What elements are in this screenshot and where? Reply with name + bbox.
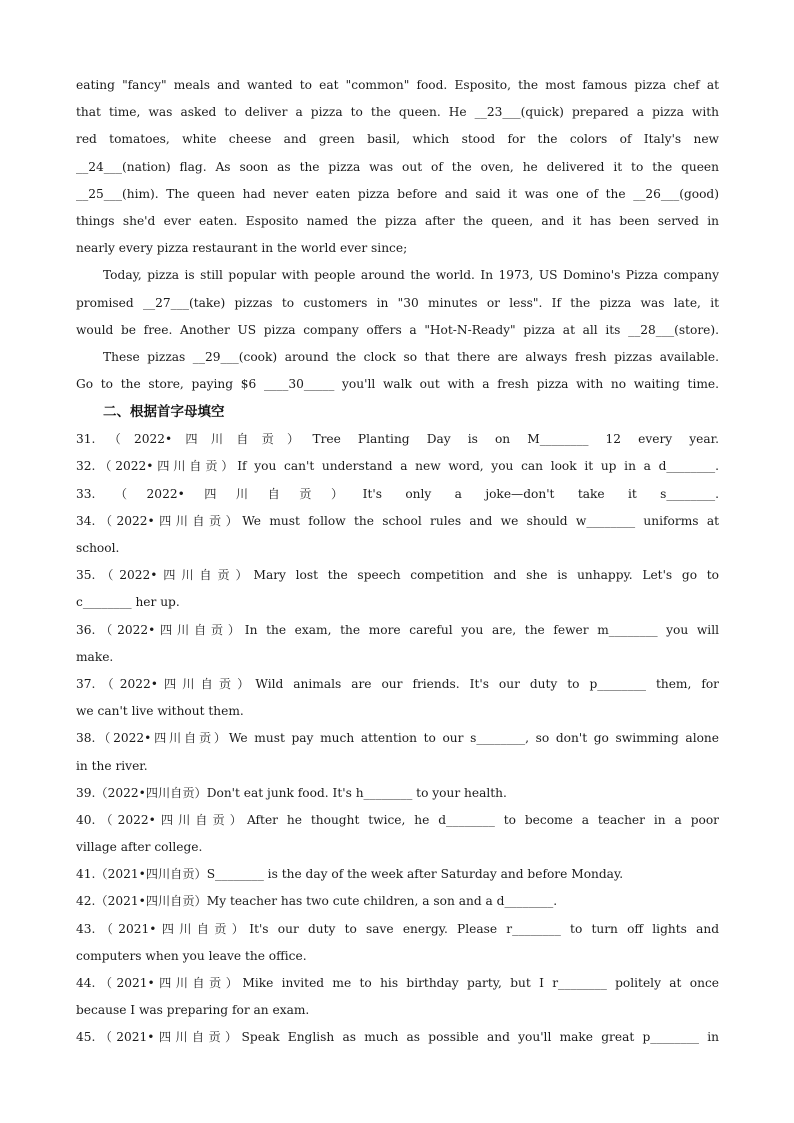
question-line: 32.（2022•四川自贡）If you can't understand a new word, you can look it up in a d________.: [76, 459, 719, 474]
passage-line: nearly every pizza restaurant in the world ever since;: [76, 241, 408, 256]
passage-line: red tomatoes, white cheese and green basil, which stood for the colors of Italy's new: [76, 132, 719, 147]
passage-line: These pizzas __29___(cook) around the clock so that there are always fresh pizzas available.: [103, 349, 719, 364]
question-line: 35.（2022•四川自贡）Mary lost the speech competition and she is unhappy. Let's go to: [76, 568, 719, 583]
passage-line: Today, pizza is still popular with people around the world. In 1973, US Domino's Pizza company: [103, 268, 719, 283]
section-heading: 二、根据首字母填空: [103, 404, 225, 421]
question-line: 33.（2022•四川自贡）It's only a joke—don't take it s________.: [76, 486, 719, 501]
question-line: make.: [76, 649, 114, 664]
question-line: village after college.: [76, 840, 203, 855]
question-list: [76, 426, 719, 1051]
question-line: computers when you leave the office.: [76, 948, 307, 963]
passage-line: __24___(nation) flag. As soon as the pizza was out of the oven, he delivered it to the queen: [76, 159, 719, 174]
question-line: 45.（2021•四川自贡）Speak English as much as possible and you'll make great p________ in: [76, 1030, 719, 1045]
question-line: 34.（2022•四川自贡）We must follow the school rules and we should w________ uniforms at: [76, 513, 719, 528]
passage-line: __25___(him). The queen had never eaten pizza before and said it was one of the __26___(good): [76, 186, 719, 201]
passage-line: things she'd ever eaten. Esposito named the pizza after the queen, and it has been served in: [76, 213, 719, 228]
question-line: 36.（2022•四川自贡）In the exam, the more careful you are, the fewer m________ you will: [76, 622, 719, 637]
question-line: 31.（2022•四川自贡）Tree Planting Day is on M________ 12 every year.: [76, 432, 719, 447]
question-line: 39.（2022•四川自贡）Don't eat junk food. It's h________ to your health.: [76, 785, 507, 800]
question-line: 38.（2022•四川自贡）We must pay much attention to our s________, so don't go swimming alone: [76, 731, 719, 746]
question-line: we can't live without them.: [76, 704, 244, 719]
passage-line: would be free. Another US pizza company offers a "Hot-N-Ready" pizza at all its __28___(store).: [76, 322, 719, 337]
question-line: 42.（2021•四川自贡）My teacher has two cute children, a son and a d________.: [76, 894, 558, 909]
passage-line: eating "fancy" meals and wanted to eat "common" food. Esposito, the most famous pizza chef at: [76, 78, 719, 92]
passage-line: that time, was asked to deliver a pizza to the queen. He __23___(quick) prepared a pizza with: [76, 105, 719, 120]
question-line: 44.（2021•四川自贡）Mike invited me to his birthday party, but I r________ politely at once: [76, 976, 719, 990]
question-line: because I was preparing for an exam.: [76, 1003, 310, 1018]
question-line: 40.（2022•四川自贡）After he thought twice, he d________ to become a teacher in a poor: [76, 812, 719, 827]
passage-line: promised __27___(take) pizzas to customers in "30 minutes or less". If the pizza was late, it: [76, 295, 719, 310]
question-line: 37.（2022•四川自贡）Wild animals are our friends. It's our duty to p________ them, for: [76, 676, 719, 691]
passage-line: Go to the store, paying $6 ____30_____ you'll walk out with a fresh pizza with no waiting time.: [76, 377, 719, 392]
question-line: c________ her up.: [76, 595, 180, 610]
question-line: 43.（2021•四川自贡）It's our duty to save energy. Please r________ to turn off lights and: [76, 921, 719, 936]
question-line: 41.（2021•四川自贡）S________ is the day of the week after Saturday and before Monday.: [76, 867, 624, 882]
question-line: school.: [76, 541, 120, 555]
worksheet-page: [76, 72, 719, 1052]
question-line: in the river.: [76, 758, 148, 773]
passage: [76, 72, 719, 398]
